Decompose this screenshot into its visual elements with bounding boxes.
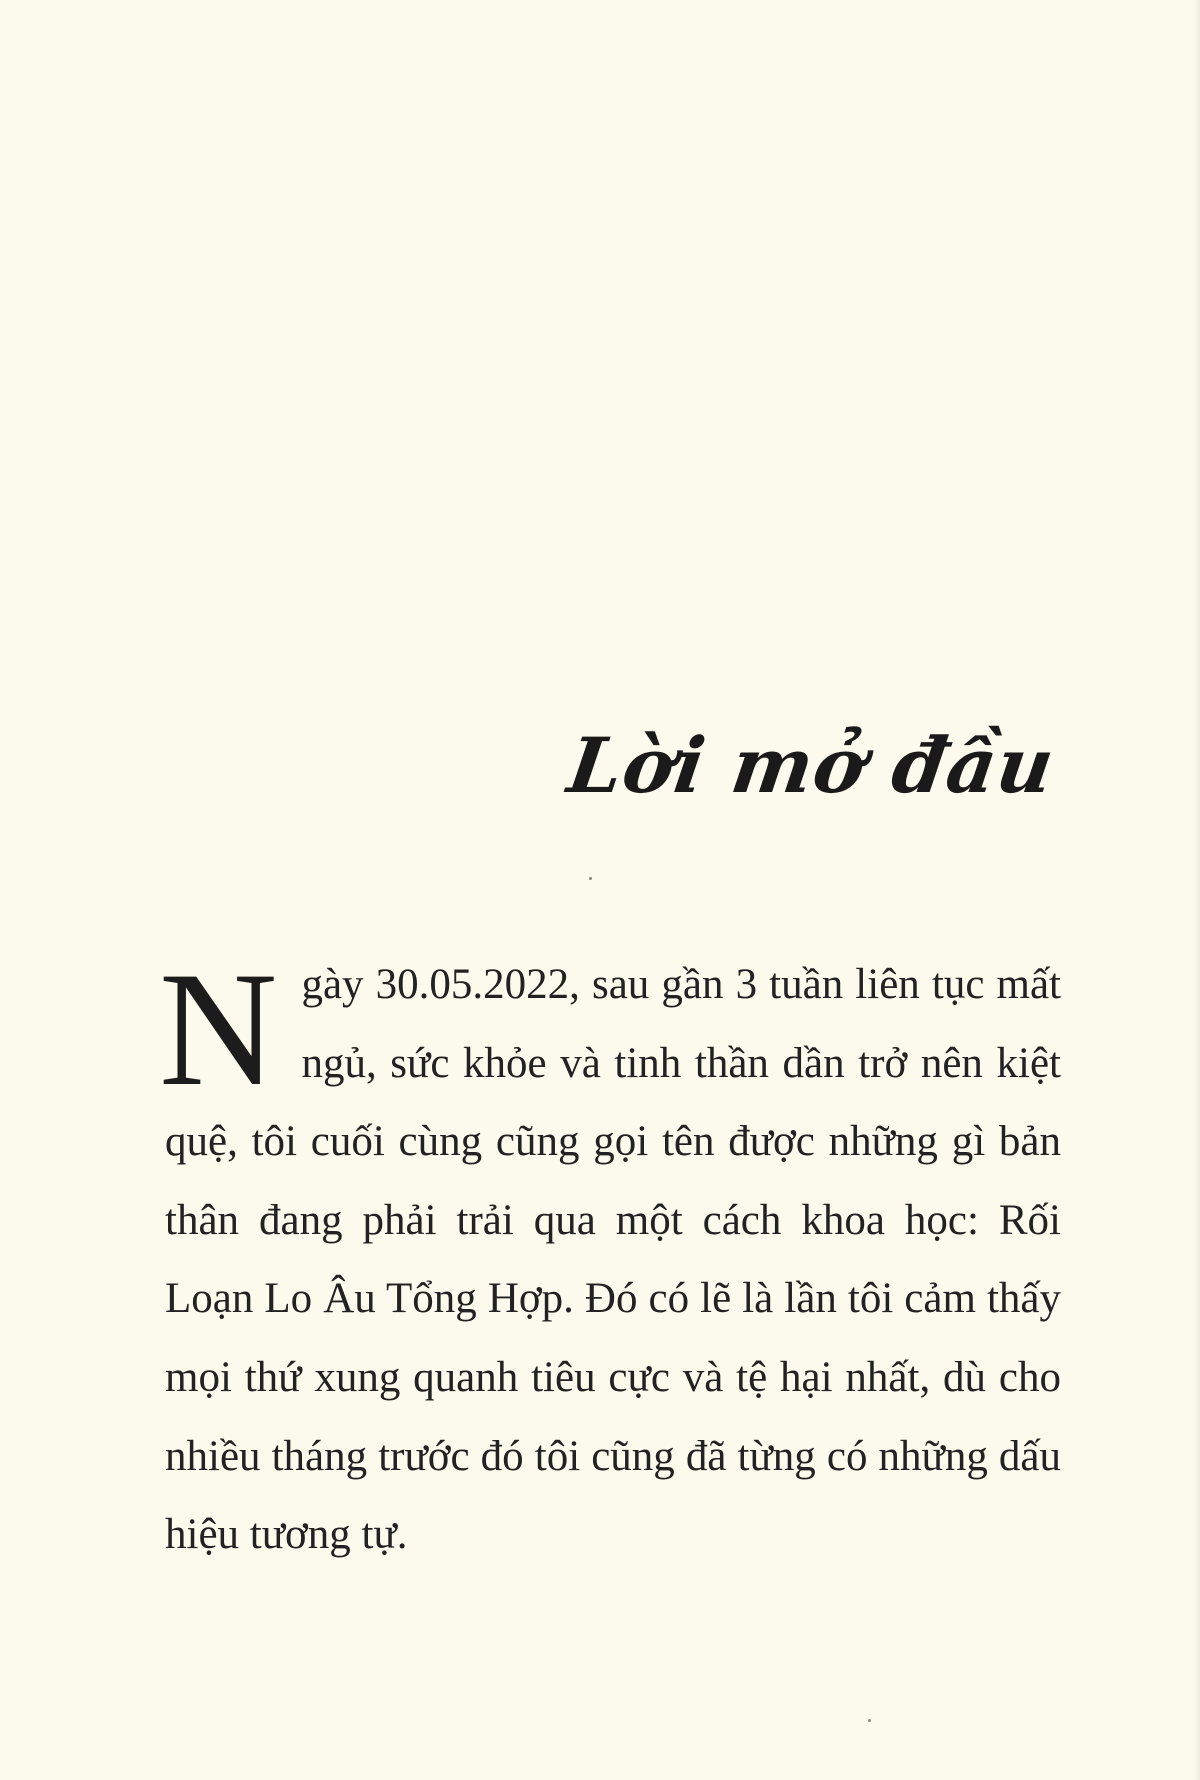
paper-speck [868,1719,871,1722]
page-edge-shadow [1194,0,1200,1780]
paragraph-text: gày 30.05.2022, sau gần 3 tuần liên tục mất ngủ, sức khỏe và tinh thần dần trở nên kiệt quệ, tôi cuối cùng cũng gọi tên được những gì bản thân đang phải trải qua một cách khoa học: Rối Loạn Lo Âu Tổng Hợp. Đó có lẽ là lần tôi cảm thấy mọi thứ xung quanh tiêu cực và tệ hại nhất, dù cho nhiều tháng trước đó tôi cũng đã từng có những dấu hiệu tương tự. [165,961,1061,1559]
drop-cap: N [159,939,278,1120]
paper-speck [589,877,592,880]
opening-paragraph [159,939,1061,1575]
chapter-title: Lời mở đầu [563,721,1061,810]
